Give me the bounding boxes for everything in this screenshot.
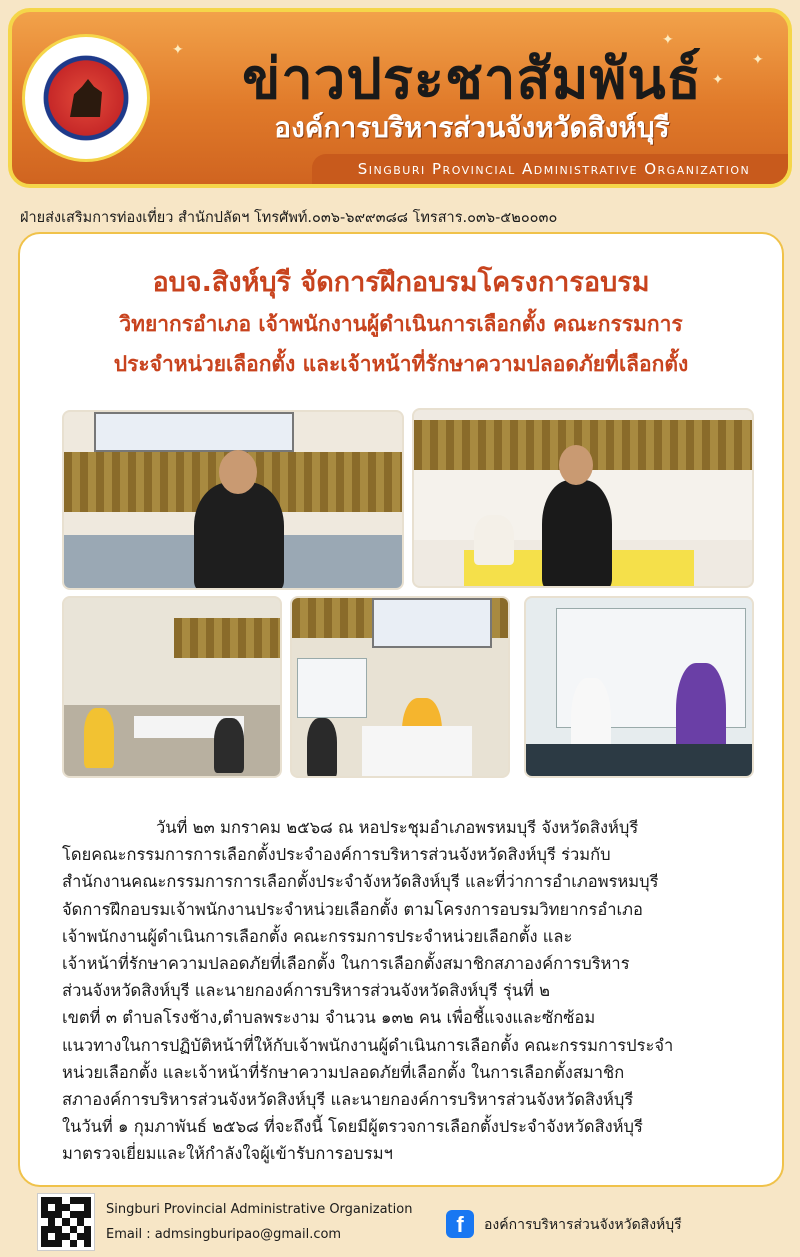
sparkle-icon: ✦ <box>752 52 764 68</box>
body-line: จัดการฝึกอบรมเจ้าพนักงานประจำหน่วยเลือกตั้ง ตามโครงการอบรมวิทยากรอำเภอ <box>62 899 643 919</box>
body-line: เจ้าพนักงานผู้ดำเนินการเลือกตั้ง คณะกรรมการประจำหน่วยเลือกตั้ง และ <box>62 926 573 946</box>
body-line: ส่วนจังหวัดสิงห์บุรี และนายกองค์การบริหารส่วนจังหวัดสิงห์บุรี รุ่นที่ ๒ <box>62 981 550 1001</box>
english-org-name: Singburi Provincial Administrative Organization <box>312 154 792 184</box>
body-line: มาตรวจเยี่ยมและให้กำลังใจผู้เข้ารับการอบรมฯ <box>62 1144 393 1164</box>
body-line: แนวทางในการปฏิบัติหน้าที่ให้กับเจ้าพนักงานผู้ดำเนินการเลือกตั้ง คณะกรรมการประจำ <box>62 1035 674 1055</box>
sparkle-icon: ✦ <box>172 42 184 58</box>
body-line: เจ้าหน้าที่รักษาความปลอดภัยที่เลือกตั้ง ในการเลือกตั้งสมาชิกสภาองค์การบริหาร <box>62 954 630 974</box>
photo-board-presentation <box>524 596 754 778</box>
facebook-page-link[interactable]: องค์การบริหารส่วนจังหวัดสิงห์บุรี <box>484 1217 682 1233</box>
headline-line-1: อบจ.สิงห์บุรี จัดการฝึกอบรมโครงการอบรม <box>152 267 650 298</box>
page-title: ข่าวประชาสัมพันธ์ <box>242 47 702 112</box>
body-line: สำนักงานคณะกรรมการการเลือกตั้งประจำจังหวัดสิงห์บุรี และที่ว่าการอำเภอพรหมบุรี <box>62 872 659 892</box>
header-banner <box>8 8 792 188</box>
news-card <box>18 232 784 1187</box>
photo-ballot-box-demo <box>290 596 510 778</box>
footer-email[interactable]: Email : admsingburipao@gmail.com <box>106 1227 342 1242</box>
contact-info: ฝ่ายส่งเสริมการท่องเที่ยว สำนักปลัดฯ โทรศัพท์.๐๓๖-๖๙๙๓๘๘ โทรสาร.๐๓๖-๕๒๐๐๓๐ <box>20 210 558 226</box>
warrior-statue-icon <box>66 79 106 117</box>
body-line: วันที่ ๒๓ มกราคม ๒๕๖๘ ณ หอประชุมอำเภอพรหมบุรี จังหวัดสิงห์บุรี <box>156 818 639 837</box>
page-subtitle: องค์การบริหารส่วนจังหวัดสิงห์บุรี <box>274 111 670 144</box>
footer-org-name: Singburi Provincial Administrative Organization <box>106 1202 413 1217</box>
sparkle-icon: ✦ <box>662 32 674 48</box>
headline-line-3: ประจำหน่วยเลือกตั้ง และเจ้าหน้าที่รักษาความปลอดภัยที่เลือกตั้ง <box>113 352 689 376</box>
body-line: สภาองค์การบริหารส่วนจังหวัดสิงห์บุรี และนายกองค์การบริหารส่วนจังหวัดสิงห์บุรี <box>62 1090 634 1110</box>
body-line: ในวันที่ ๑ กุมภาพันธ์ ๒๕๖๘ ที่จะถึงนี้ โดยมีผู้ตรวจการเลือกตั้งประจำจังหวัดสิงห์บุรี <box>62 1117 643 1137</box>
headline-line-2: วิทยากรอำเภอ เจ้าพนักงานผู้ดำเนินการเลือกตั้ง คณะกรรมการ <box>119 312 683 336</box>
organization-logo <box>22 34 150 162</box>
body-line: เขตที่ ๓ ตำบลโรงช้าง,ตำบลพระงาม จำนวน ๑๓๒ คน เพื่อชี้แจงและซักซ้อม <box>62 1008 596 1028</box>
footer <box>18 1192 784 1252</box>
body-line: โดยคณะกรรมการการเลือกตั้งประจำองค์การบริหารส่วนจังหวัดสิงห์บุรี ร่วมกับ <box>62 845 611 865</box>
photo-male-speaker <box>62 410 404 590</box>
qr-code-icon[interactable] <box>38 1194 94 1250</box>
body-line: หน่วยเลือกตั้ง และเจ้าหน้าที่รักษาความปลอดภัยที่เลือกตั้ง ในการเลือกตั้งสมาชิก <box>62 1062 625 1082</box>
sparkle-icon: ✦ <box>712 72 724 88</box>
news-body <box>62 814 780 1168</box>
photo-voting-booths <box>62 596 282 778</box>
photo-female-speaker <box>412 408 754 588</box>
logo-emblem-icon <box>38 50 134 146</box>
facebook-icon[interactable]: f <box>446 1210 474 1238</box>
